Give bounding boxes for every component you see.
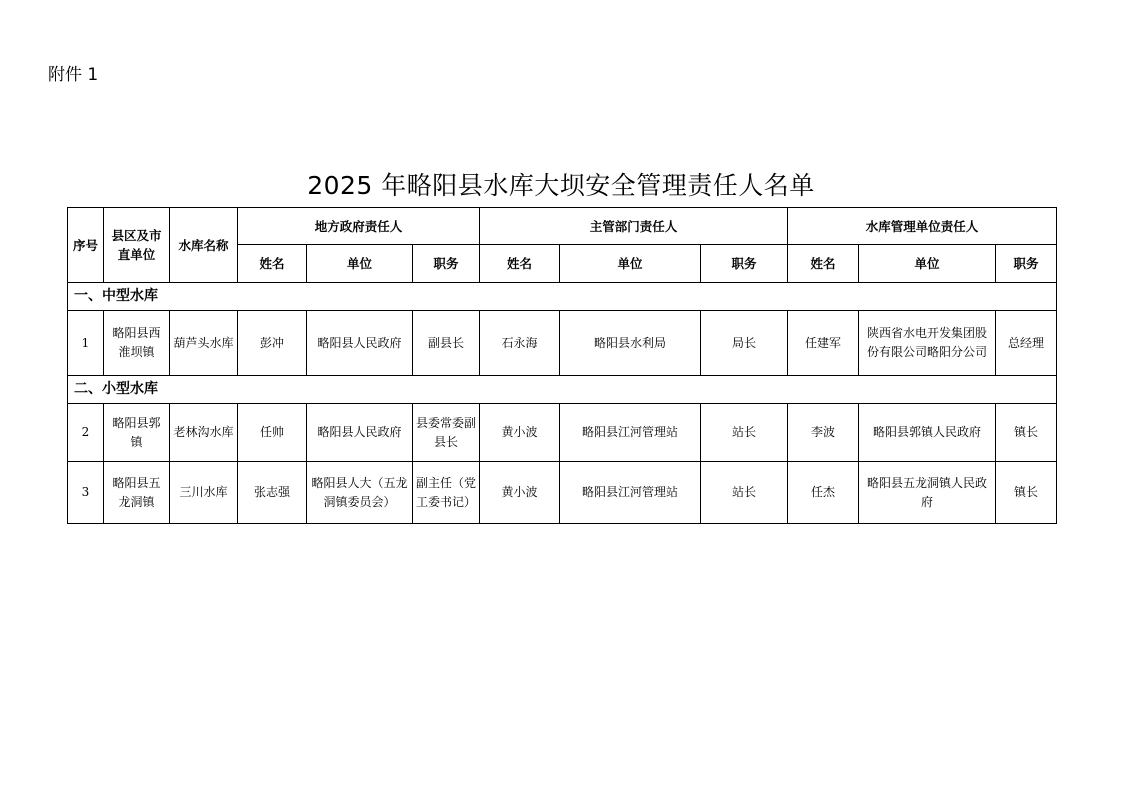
cell-mgmt-position: 镇长 [996, 462, 1057, 524]
header-local-gov: 地方政府责任人 [238, 208, 480, 245]
cell-dept-position: 站长 [701, 404, 788, 462]
cell-gov-name: 张志强 [238, 462, 307, 524]
header-dept-unit: 单位 [560, 245, 701, 283]
cell-dept-unit: 略阳县江河管理站 [560, 404, 701, 462]
cell-dept-name: 石永海 [480, 311, 560, 376]
header-mgmt-unit: 单位 [859, 245, 996, 283]
cell-mgmt-name: 任杰 [788, 462, 859, 524]
header-dept-name: 姓名 [480, 245, 560, 283]
table-row [68, 311, 1057, 376]
cell-dept-unit: 略阳县水利局 [560, 311, 701, 376]
cell-gov-position: 副县长 [413, 311, 480, 376]
header-mgmt-name: 姓名 [788, 245, 859, 283]
responsibility-table [67, 207, 1057, 524]
cell-gov-position: 县委常委副县长 [413, 404, 480, 462]
header-mgmt-position: 职务 [996, 245, 1057, 283]
document-title: 2025 年略阳县水库大坝安全管理责任人名单 [307, 171, 815, 200]
cell-seq: 3 [68, 462, 104, 524]
header-seq: 序号 [68, 208, 104, 283]
cell-mgmt-name: 李波 [788, 404, 859, 462]
table-row [68, 404, 1057, 462]
cell-dept-name: 黄小波 [480, 404, 560, 462]
section-row-medium [68, 283, 1057, 311]
cell-county: 略阳县西淮坝镇 [104, 311, 170, 376]
cell-mgmt-position: 镇长 [996, 404, 1057, 462]
section-label-medium: 一、中型水库 [68, 283, 1057, 311]
cell-seq: 1 [68, 311, 104, 376]
attachment-label: 附件 1 [48, 65, 99, 85]
cell-mgmt-unit: 略阳县郭镇人民政府 [859, 404, 996, 462]
header-row-1 [68, 208, 1057, 245]
cell-reservoir: 葫芦头水库 [170, 311, 238, 376]
cell-dept-unit: 略阳县江河管理站 [560, 462, 701, 524]
cell-county: 略阳县五龙洞镇 [104, 462, 170, 524]
cell-gov-name: 任帅 [238, 404, 307, 462]
cell-mgmt-position: 总经理 [996, 311, 1057, 376]
header-mgmt: 水库管理单位责任人 [788, 208, 1057, 245]
cell-reservoir: 老林沟水库 [170, 404, 238, 462]
cell-gov-position: 副主任（党工委书记） [413, 462, 480, 524]
header-county: 县区及市直单位 [104, 208, 170, 283]
section-row-small [68, 376, 1057, 404]
cell-gov-name: 彭冲 [238, 311, 307, 376]
cell-dept-position: 站长 [701, 462, 788, 524]
cell-mgmt-unit: 陕西省水电开发集团股份有限公司略阳分公司 [859, 311, 996, 376]
cell-gov-unit: 略阳县人大（五龙洞镇委员会） [307, 462, 413, 524]
table-row [68, 462, 1057, 524]
cell-county: 略阳县郭镇 [104, 404, 170, 462]
section-label-small: 二、小型水库 [68, 376, 1057, 404]
cell-dept-name: 黄小波 [480, 462, 560, 524]
cell-reservoir: 三川水库 [170, 462, 238, 524]
header-gov-unit: 单位 [307, 245, 413, 283]
header-reservoir: 水库名称 [170, 208, 238, 283]
header-gov-name: 姓名 [238, 245, 307, 283]
cell-mgmt-unit: 略阳县五龙洞镇人民政府 [859, 462, 996, 524]
header-dept: 主管部门责任人 [480, 208, 788, 245]
cell-mgmt-name: 任建军 [788, 311, 859, 376]
cell-dept-position: 局长 [701, 311, 788, 376]
cell-gov-unit: 略阳县人民政府 [307, 311, 413, 376]
header-gov-position: 职务 [413, 245, 480, 283]
cell-gov-unit: 略阳县人民政府 [307, 404, 413, 462]
cell-seq: 2 [68, 404, 104, 462]
header-dept-position: 职务 [701, 245, 788, 283]
